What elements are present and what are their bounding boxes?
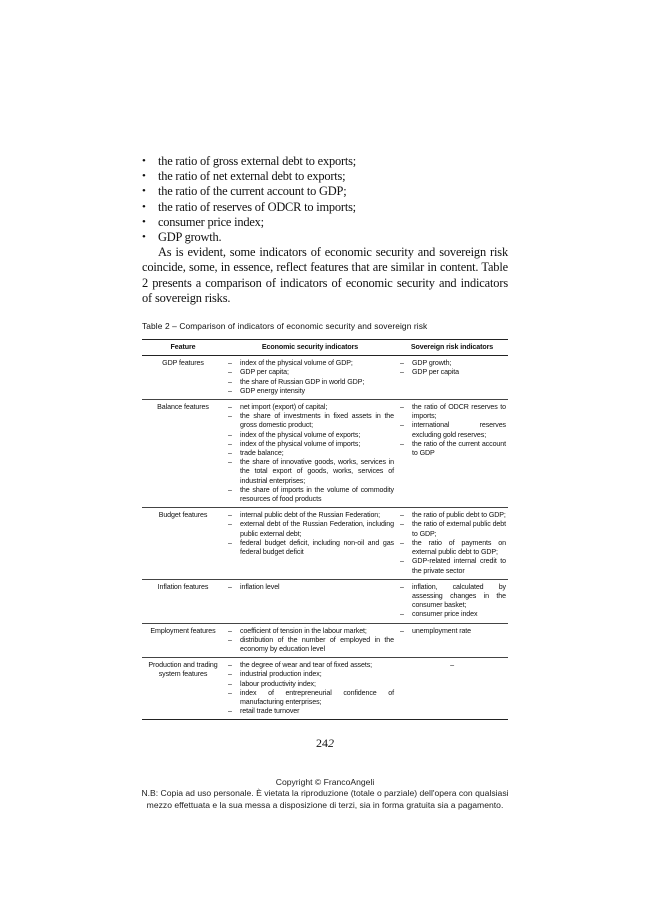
- copyright-line: Copyright © FrancoAngeli: [275, 777, 375, 787]
- page-number: 242: [316, 736, 334, 750]
- list-item: – trade balance;: [226, 449, 394, 458]
- list-item: – industrial production index;: [226, 670, 394, 679]
- list-item: – index of the physical volume of GDP;: [226, 359, 394, 368]
- indicator-bullet-list: [142, 154, 508, 245]
- table-row: [142, 579, 508, 623]
- list-item: – federal budget deficit, including non-oil and gas federal budget deficit: [226, 539, 394, 557]
- list-item: – GDP growth;: [398, 359, 506, 368]
- list-item: – international reserves excluding gold reserves;: [398, 421, 506, 439]
- body-paragraph: As is evident, some indicators of economic security and sovereign risk coincide, some, in essence, reflect features that are similar in content. Table 2 presents a comparison of indicators of economic security and indicators of sovereign risks.: [142, 245, 508, 305]
- bullet-icon: •: [142, 170, 146, 183]
- economic-cell: [224, 623, 396, 658]
- column-header-economic: Economic security indicators: [224, 340, 396, 356]
- list-item: – the ratio of public debt to GDP;: [398, 511, 506, 520]
- bullet-icon: •: [142, 231, 146, 244]
- economic-cell: [224, 658, 396, 720]
- feature-cell: Balance features: [142, 400, 224, 508]
- list-item: – the ratio of the current account to GDP: [398, 440, 506, 458]
- list-item: – inflation level: [226, 583, 394, 592]
- bullet-icon: •: [142, 200, 146, 213]
- list-item: – GDP per capita: [398, 368, 506, 377]
- bullet-item: • the ratio of gross external debt to exports;: [142, 154, 356, 168]
- list-item: – index of the physical volume of exports;: [226, 431, 394, 440]
- bullet-item: • the ratio of the current account to GDP;: [142, 184, 347, 199]
- sovereign-cell: [396, 623, 508, 658]
- sovereign-cell: [396, 400, 508, 508]
- feature-cell: Production and trading system features: [142, 658, 224, 720]
- table-row: [142, 658, 508, 720]
- list-item: – external debt of the Russian Federation, including public external debt;: [226, 520, 394, 538]
- list-item: – the share of Russian GDP in world GDP;: [226, 378, 394, 387]
- list-item: – labour productivity index;: [226, 680, 394, 689]
- table-row: [142, 356, 508, 400]
- list-item: – index of entrepreneurial confidence of manufacturing enterprises;: [226, 689, 394, 707]
- list-item: – the share of investments in fixed assets in the gross domestic product;: [226, 412, 394, 430]
- table-row: [142, 623, 508, 658]
- bullet-item: • the ratio of reserves of ODCR to imports;: [142, 199, 356, 214]
- list-item: – the ratio of ODCR reserves to imports;: [398, 403, 506, 421]
- economic-cell: [224, 508, 396, 579]
- table-row: [142, 508, 508, 579]
- feature-cell: Budget features: [142, 508, 224, 579]
- bullet-item: • GDP growth.: [142, 230, 222, 245]
- economic-cell: [224, 356, 396, 400]
- column-header-sovereign: Sovereign risk indicators: [396, 340, 508, 356]
- list-item: – consumer price index: [398, 610, 506, 619]
- bullet-icon: •: [142, 185, 146, 198]
- sovereign-cell: –: [396, 658, 508, 720]
- list-item: – GDP energy intensity: [226, 387, 394, 396]
- list-item: – the ratio of external public debt to GDP;: [398, 520, 506, 538]
- bullet-icon: •: [142, 155, 146, 167]
- list-item: – internal public debt of the Russian Federation;: [226, 511, 394, 520]
- table-row: [142, 400, 508, 508]
- list-item: – the degree of wear and tear of fixed assets;: [226, 661, 394, 670]
- list-item: – index of the physical volume of imports;: [226, 440, 394, 449]
- list-item: – net import (export) of capital;: [226, 403, 394, 412]
- list-item: – the ratio of payments on external public debt to GDP;: [398, 539, 506, 557]
- list-item: – inflation, calculated by assessing changes in the consumer basket;: [398, 583, 506, 611]
- bullet-icon: •: [142, 215, 146, 228]
- sovereign-cell: [396, 356, 508, 400]
- sovereign-cell: [396, 579, 508, 623]
- list-item: – the share of imports in the volume of commodity resources of food products: [226, 486, 394, 504]
- list-item: – coefficient of tension in the labour market;: [226, 627, 394, 636]
- bullet-item: • consumer price index;: [142, 214, 264, 229]
- list-item: – GDP-related internal credit to the private sector: [398, 557, 506, 575]
- economic-cell: [224, 400, 396, 508]
- list-item: – distribution of the number of employed in the economy by education level: [226, 636, 394, 654]
- column-header-feature: Feature: [142, 340, 224, 356]
- notice-line: N.B: Copia ad uso personale. È vietata la riproduzione (totale o parziale) dell'opera con qualsiasi: [141, 788, 509, 799]
- table-caption: Table 2 – Comparison of indicators of economic security and sovereign risk: [142, 321, 428, 332]
- page-content: [142, 154, 508, 720]
- feature-cell: Employment features: [142, 623, 224, 658]
- table-header-row: [142, 340, 508, 356]
- list-item: – unemployment rate: [398, 627, 506, 636]
- copyright-footer: [0, 777, 650, 811]
- list-item: – GDP per capita;: [226, 368, 394, 377]
- notice-line: mezzo effettuata e la sua messa a disposizione di terzi, sia in forma gratuita sia a pagamento.: [146, 799, 504, 810]
- feature-cell: Inflation features: [142, 579, 224, 623]
- bullet-item: • the ratio of net external debt to exports;: [142, 169, 346, 184]
- list-item: – the share of innovative goods, works, services in the total export of goods, works, services of industrial enterprises;: [226, 458, 394, 486]
- sovereign-cell: [396, 508, 508, 579]
- list-item: – retail trade turnover: [226, 707, 394, 716]
- economic-cell: [224, 579, 396, 623]
- feature-cell: GDP features: [142, 356, 224, 400]
- comparison-table: [142, 339, 508, 720]
